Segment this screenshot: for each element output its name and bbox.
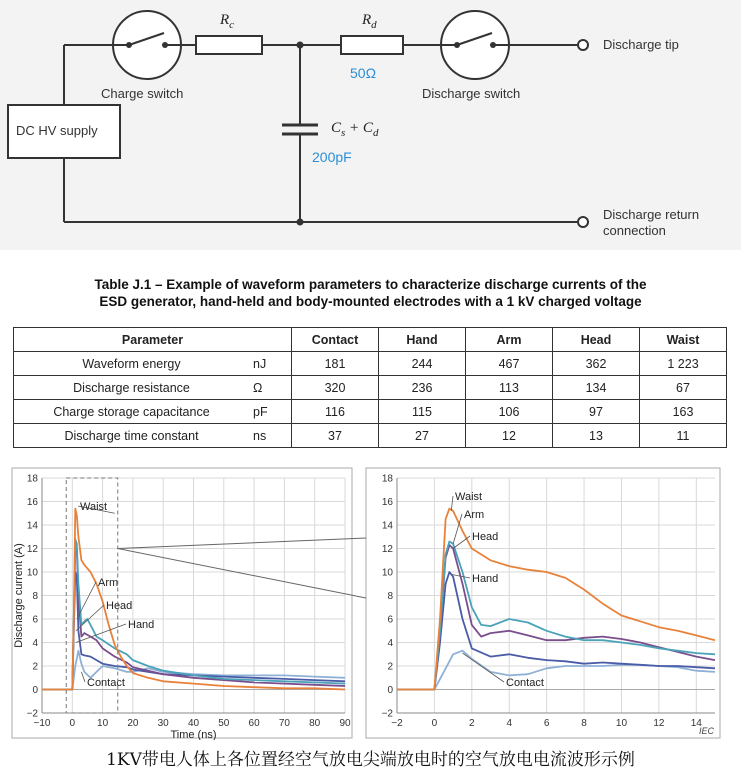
cap-value: 200pF bbox=[312, 149, 352, 165]
header-contact: Contact bbox=[292, 328, 379, 352]
y-tick-label: 16 bbox=[381, 497, 393, 508]
cell: 236 bbox=[379, 376, 466, 400]
y-tick-label: 10 bbox=[381, 567, 393, 579]
row-param: Waveform energy bbox=[14, 352, 250, 376]
annotation-waist: Waist bbox=[455, 491, 483, 503]
x-tick-label: −10 bbox=[33, 718, 51, 729]
cell: 97 bbox=[553, 400, 640, 424]
parameters-table bbox=[13, 327, 727, 448]
waveform-charts bbox=[0, 460, 741, 740]
discharge-tip-terminal-icon bbox=[578, 40, 588, 50]
iec-note: IEC bbox=[698, 726, 714, 736]
annotation-hand: Hand bbox=[128, 619, 155, 631]
x-tick-label: 20 bbox=[127, 718, 139, 729]
row-unit: pF bbox=[249, 400, 292, 424]
charge-switch-icon bbox=[113, 11, 181, 79]
table-row bbox=[14, 424, 727, 448]
junction-dot bbox=[297, 42, 304, 49]
chart-frame bbox=[366, 468, 720, 738]
cell: 113 bbox=[466, 376, 553, 400]
table-row bbox=[14, 376, 727, 400]
x-tick-label: 4 bbox=[506, 718, 513, 729]
table-row bbox=[14, 352, 727, 376]
figure-caption: 1KV带电人体上各位置经空气放电尖端放电时的空气放电电流波形示例 bbox=[106, 750, 635, 770]
cell: 12 bbox=[466, 424, 553, 448]
cell: 134 bbox=[553, 376, 640, 400]
cell: 27 bbox=[379, 424, 466, 448]
y-tick-label: 12 bbox=[26, 544, 38, 555]
y-tick-label: 6 bbox=[32, 614, 38, 626]
header-waist: Waist bbox=[640, 328, 727, 352]
annotation-waist: Waist bbox=[80, 501, 108, 513]
discharge-switch-label: Discharge switch bbox=[422, 86, 521, 101]
cell: 467 bbox=[466, 352, 553, 376]
rd-value: 50Ω bbox=[350, 65, 377, 81]
rc-label: $R_c$ bbox=[220, 12, 235, 31]
x-tick-label: 80 bbox=[309, 718, 321, 729]
header-head: Head bbox=[553, 328, 640, 352]
y-tick-label: 12 bbox=[381, 544, 393, 555]
table-title-line2: ESD generator, hand-held and body-mounted electrodes with a 1 kV charged voltage bbox=[99, 294, 642, 309]
cell: 181 bbox=[292, 352, 379, 376]
y-tick-label: 4 bbox=[32, 638, 38, 649]
x-tick-label: 12 bbox=[653, 718, 665, 729]
row-param: Charge storage capacitance bbox=[14, 400, 250, 424]
x-tick-label: −2 bbox=[391, 718, 403, 729]
rd-resistor-icon bbox=[341, 36, 403, 54]
y-tick-label: 18 bbox=[26, 473, 38, 485]
table-row bbox=[14, 400, 727, 424]
cell: 13 bbox=[553, 424, 640, 448]
row-param: Discharge resistance bbox=[14, 376, 250, 400]
y-tick-label: 18 bbox=[381, 473, 393, 485]
x-tick-label: 60 bbox=[248, 718, 260, 729]
row-unit: Ω bbox=[249, 376, 292, 400]
charge-switch-label: Charge switch bbox=[101, 86, 184, 101]
annotation-head: Head bbox=[106, 600, 133, 612]
row-param: Discharge time constant bbox=[14, 424, 250, 448]
return-terminal-icon bbox=[578, 217, 588, 227]
x-tick-label: 90 bbox=[339, 718, 351, 729]
x-tick-label: 0 bbox=[431, 718, 438, 729]
cell: 106 bbox=[466, 400, 553, 424]
capacitor-icon bbox=[282, 125, 318, 134]
table-title bbox=[0, 276, 741, 310]
header-hand: Hand bbox=[379, 328, 466, 352]
return-label-line1: Discharge return bbox=[603, 207, 700, 222]
annotation-hand: Hand bbox=[472, 573, 499, 585]
row-unit: ns bbox=[249, 424, 292, 448]
junction-dot bbox=[297, 219, 304, 226]
x-tick-label: 10 bbox=[615, 718, 628, 729]
circuit-diagram bbox=[0, 0, 741, 250]
y-tick-label: 0 bbox=[387, 685, 393, 696]
y-tick-label: 2 bbox=[387, 661, 393, 673]
x-tick-label: 70 bbox=[278, 718, 290, 729]
cell: 244 bbox=[379, 352, 466, 376]
x-tick-label: 50 bbox=[218, 718, 230, 729]
header-parameter: Parameter bbox=[14, 328, 292, 352]
y-tick-label: −2 bbox=[26, 708, 38, 720]
y-tick-label: 6 bbox=[387, 614, 393, 626]
return-label-line2: connection bbox=[603, 223, 666, 238]
rd-label: $R_d$ bbox=[362, 12, 377, 31]
x-axis-label: Time (ns) bbox=[170, 729, 217, 740]
y-tick-label: 0 bbox=[32, 685, 38, 696]
y-tick-label: 8 bbox=[387, 591, 393, 602]
x-tick-label: 6 bbox=[543, 718, 550, 729]
discharge-switch-icon bbox=[441, 11, 509, 79]
x-tick-label: 40 bbox=[187, 718, 200, 729]
y-axis-label: Discharge current (A) bbox=[13, 543, 25, 648]
x-tick-label: 30 bbox=[157, 718, 169, 729]
y-tick-label: 4 bbox=[387, 638, 393, 649]
x-tick-label: 0 bbox=[69, 718, 76, 729]
cell: 163 bbox=[640, 400, 727, 424]
y-tick-label: −2 bbox=[381, 708, 393, 720]
cell: 67 bbox=[640, 376, 727, 400]
table-title-line1: Table J.1 – Example of waveform parameters to characterize discharge currents of the bbox=[94, 277, 647, 292]
y-tick-label: 16 bbox=[26, 497, 38, 508]
cell: 37 bbox=[292, 424, 379, 448]
annotation-contact: Contact bbox=[87, 677, 125, 689]
chart-frame bbox=[12, 468, 352, 738]
table-header-row bbox=[14, 328, 727, 352]
annotation-head: Head bbox=[472, 531, 499, 543]
dc-supply-label: DC HV supply bbox=[16, 123, 98, 138]
row-unit: nJ bbox=[249, 352, 292, 376]
y-tick-label: 2 bbox=[32, 661, 38, 673]
y-tick-label: 14 bbox=[381, 520, 393, 532]
x-tick-label: 10 bbox=[97, 718, 109, 729]
x-tick-label: 2 bbox=[469, 718, 475, 729]
header-arm: Arm bbox=[466, 328, 553, 352]
y-tick-label: 14 bbox=[26, 520, 38, 532]
rc-resistor-icon bbox=[196, 36, 262, 54]
cell: 1 223 bbox=[640, 352, 727, 376]
y-tick-label: 10 bbox=[26, 567, 38, 579]
annotation-arm: Arm bbox=[464, 509, 485, 521]
y-tick-label: 8 bbox=[32, 591, 38, 602]
cell: 115 bbox=[379, 400, 466, 424]
x-tick-label: 8 bbox=[581, 718, 587, 729]
annotation-contact: Contact bbox=[506, 677, 544, 689]
cell: 362 bbox=[553, 352, 640, 376]
annotation-arm: Arm bbox=[98, 577, 119, 589]
cap-label: $C_s + C_d$ bbox=[331, 120, 379, 139]
cell: 320 bbox=[292, 376, 379, 400]
discharge-tip-label: Discharge tip bbox=[603, 37, 679, 52]
cell: 116 bbox=[292, 400, 379, 424]
cell: 11 bbox=[640, 424, 727, 448]
x-tick-label: 14 bbox=[690, 718, 702, 729]
